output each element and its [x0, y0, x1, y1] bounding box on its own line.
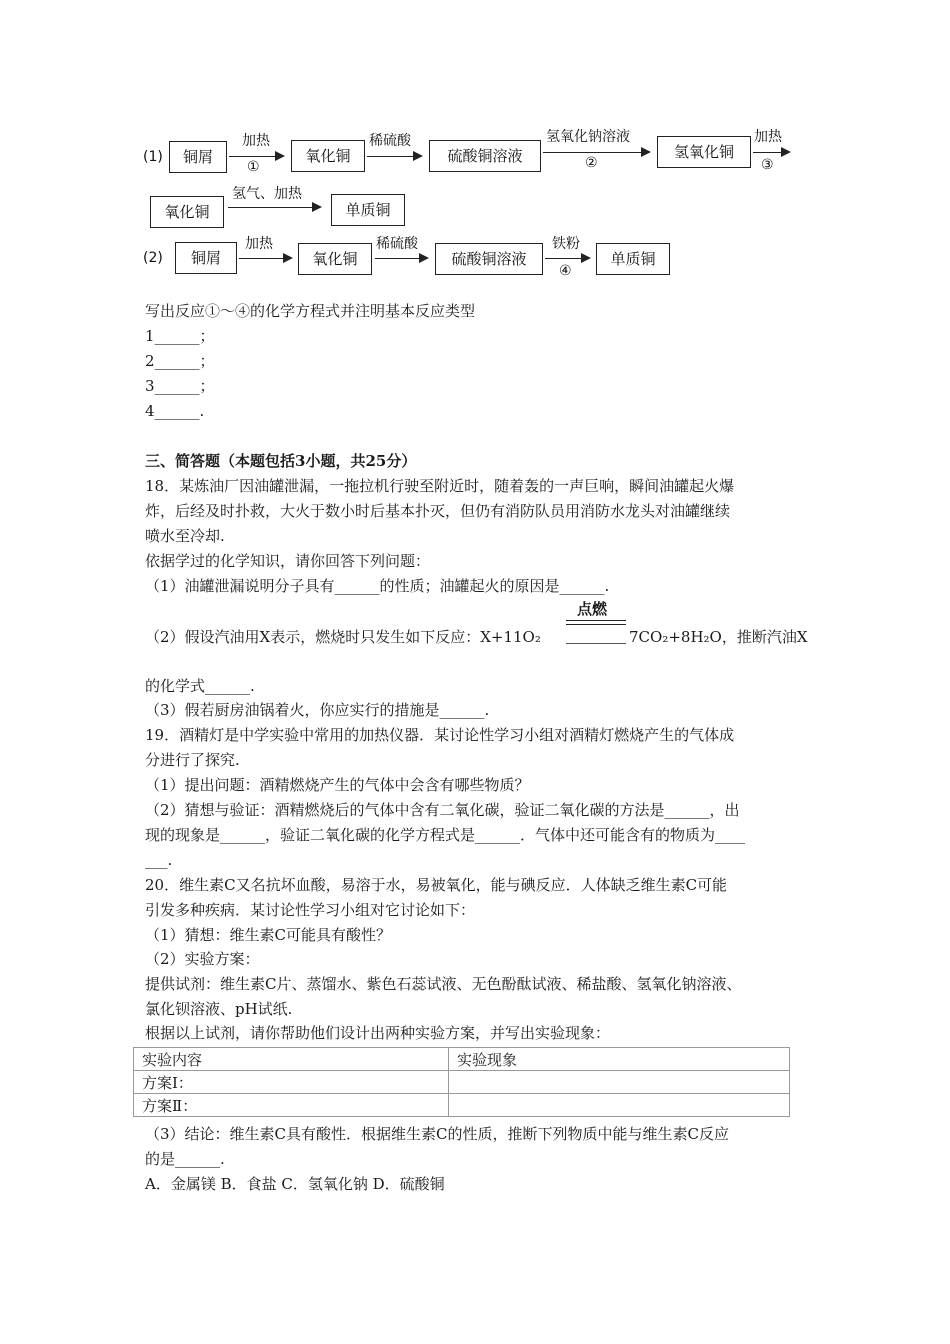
q19-part-2b: 现的现象是______，验证二氧化碳的化学方程式是______．气体中还可能含有的物质为____ — [145, 826, 746, 844]
label-heat: 加热 — [242, 133, 270, 149]
q20-line-1: 20．维生素C又名抗坏血酸，易溶于水，易被氧化，能与碘反应．人体缺乏维生素C可能 — [145, 876, 728, 894]
q20-options: A．金属镁 B．食盐 C．氢氧化钠 D．硫酸铜 — [145, 1175, 445, 1193]
q20-part-2: （2）实验方案： — [145, 950, 260, 968]
arrow-heat-3 — [753, 152, 789, 153]
arrow-iron — [545, 258, 589, 259]
q18-line-3: 喷水至冷却. — [145, 527, 225, 545]
q18-part-2c: 的化学式______. — [145, 677, 255, 695]
header-content: 实验内容 — [134, 1048, 449, 1071]
arrow-naoh — [543, 152, 649, 153]
q20-line-2: 引发多种疾病．某讨论性学习小组对它讨论如下： — [145, 901, 476, 919]
condition-line-top — [566, 620, 626, 621]
route1-label: (1) — [143, 149, 163, 165]
arrow-heat-2 — [239, 258, 291, 259]
mark-3: ③ — [761, 157, 774, 173]
box-copper-1: 单质铜 — [331, 194, 405, 226]
table-row — [134, 1094, 790, 1117]
q17-answer-2: 2______； — [145, 352, 215, 370]
reaction-condition: 点燃 — [577, 600, 608, 618]
q18-line-1: 18．某炼油厂因油罐泄漏，一拖拉机行驶至附近时，随着轰的一声巨响，瞬间油罐起火爆 — [145, 477, 735, 495]
label-iron-powder: 铁粉 — [552, 236, 580, 252]
q18-part-1: （1）油罐泄漏说明分子具有______的性质；油罐起火的原因是______. — [145, 577, 610, 595]
q19-part-2a: （2）猜想与验证：酒精燃烧后的气体中含有二氧化碳，验证二氧化碳的方法是______，出 — [145, 801, 740, 819]
q18-part-2a: （2）假设汽油用X表示，燃烧时只发生如下反应：X+11O₂ — [145, 628, 541, 646]
q19-part-1: （1）提出问题：酒精燃烧产生的气体中会含有哪些物质？ — [145, 776, 530, 794]
plan-2-phenomenon — [449, 1094, 790, 1117]
table-header-row — [134, 1048, 790, 1071]
q20-reagents-2: 氯化钡溶液、pH试纸. — [145, 1000, 293, 1018]
box-copper-scrap: 铜屑 — [169, 141, 227, 173]
label-h2-heat: 氢气、加热 — [232, 186, 302, 202]
label-dilute-h2so4: 稀硫酸 — [369, 133, 411, 149]
mark-4: ④ — [559, 263, 572, 279]
label-naoh: 氢氧化钠溶液 — [546, 129, 630, 145]
label-heat-2: 加热 — [245, 236, 273, 252]
header-phenomenon: 实验现象 — [449, 1048, 790, 1071]
plan-1-phenomenon — [449, 1071, 790, 1094]
mark-2: ② — [585, 155, 598, 171]
q20-part-3a: （3）结论：维生素C具有酸性．根据维生素C的性质，推断下列物质中能与维生素C反应 — [145, 1125, 729, 1143]
section3-heading: 三、简答题（本题包括3小题，共25分） — [145, 452, 417, 470]
plan-1-label: 方案Ⅰ： — [134, 1071, 449, 1094]
q18-part-2b: 7CO₂+8H₂O，推断汽油X — [629, 628, 808, 646]
equation-blank — [566, 643, 626, 644]
label-heat-3: 加热 — [754, 129, 782, 145]
mark-1: ① — [247, 159, 260, 175]
q20-part-3b: 的是______. — [145, 1150, 225, 1168]
q18-line-4: 依据学过的化学知识，请你回答下列问题： — [145, 552, 431, 570]
box-copper-sulfate: 硫酸铜溶液 — [429, 140, 541, 172]
box-copper-oxide-3: 氧化铜 — [298, 243, 372, 275]
plan-2-label: 方案Ⅱ： — [134, 1094, 449, 1117]
route2-label: (2) — [143, 250, 163, 266]
q19-line-2: 分进行了探究. — [145, 751, 240, 769]
arrow-h2so4-2 — [375, 258, 427, 259]
label-dilute-h2so4-2: 稀硫酸 — [376, 236, 418, 252]
box-copper-scrap-2: 铜屑 — [175, 242, 237, 274]
condition-line-bottom — [566, 624, 626, 625]
q20-reagents-1: 提供试剂：维生素C片、蒸馏水、紫色石蕊试液、无色酚酞试液、稀盐酸、氢氧化钠溶液、 — [145, 975, 742, 993]
box-copper-oxide: 氧化铜 — [291, 140, 365, 172]
q18-part-3: （3）假若厨房油锅着火，你应实行的措施是______. — [145, 701, 490, 719]
q17-answer-3: 3______； — [145, 377, 215, 395]
box-copper-sulfate-2: 硫酸铜溶液 — [435, 243, 543, 275]
q19-part-2c: ___. — [145, 851, 173, 869]
experiment-table — [133, 1047, 790, 1117]
arrow-h2so4 — [367, 156, 421, 157]
q19-line-1: 19．酒精灯是中学实验中常用的加热仪器．某讨论性学习小组对酒精灯燃烧产生的气体成 — [145, 726, 735, 744]
q17-answer-1: 1______； — [145, 327, 215, 345]
q20-instruction: 根据以上试剂，请你帮助他们设计出两种实验方案，并写出实验现象： — [145, 1024, 611, 1042]
table-row — [134, 1071, 790, 1094]
q20-part-1: （1）猜想：维生素C可能具有酸性？ — [145, 926, 392, 944]
q17-instruction: 写出反应①～④的化学方程式并注明基本反应类型 — [145, 302, 476, 320]
box-copper-hydroxide: 氢氧化铜 — [657, 136, 751, 168]
arrow-h2-heat — [228, 207, 320, 208]
box-copper-oxide-2: 氧化铜 — [150, 196, 224, 228]
box-copper-2: 单质铜 — [596, 243, 670, 275]
arrow-heat-1 — [229, 156, 283, 157]
q18-line-2: 炸，后经及时扑救，大火于数小时后基本扑灭，但仍有消防队员用消防水龙头对油罐继续 — [145, 502, 731, 520]
q17-answer-4: 4______. — [145, 402, 205, 420]
